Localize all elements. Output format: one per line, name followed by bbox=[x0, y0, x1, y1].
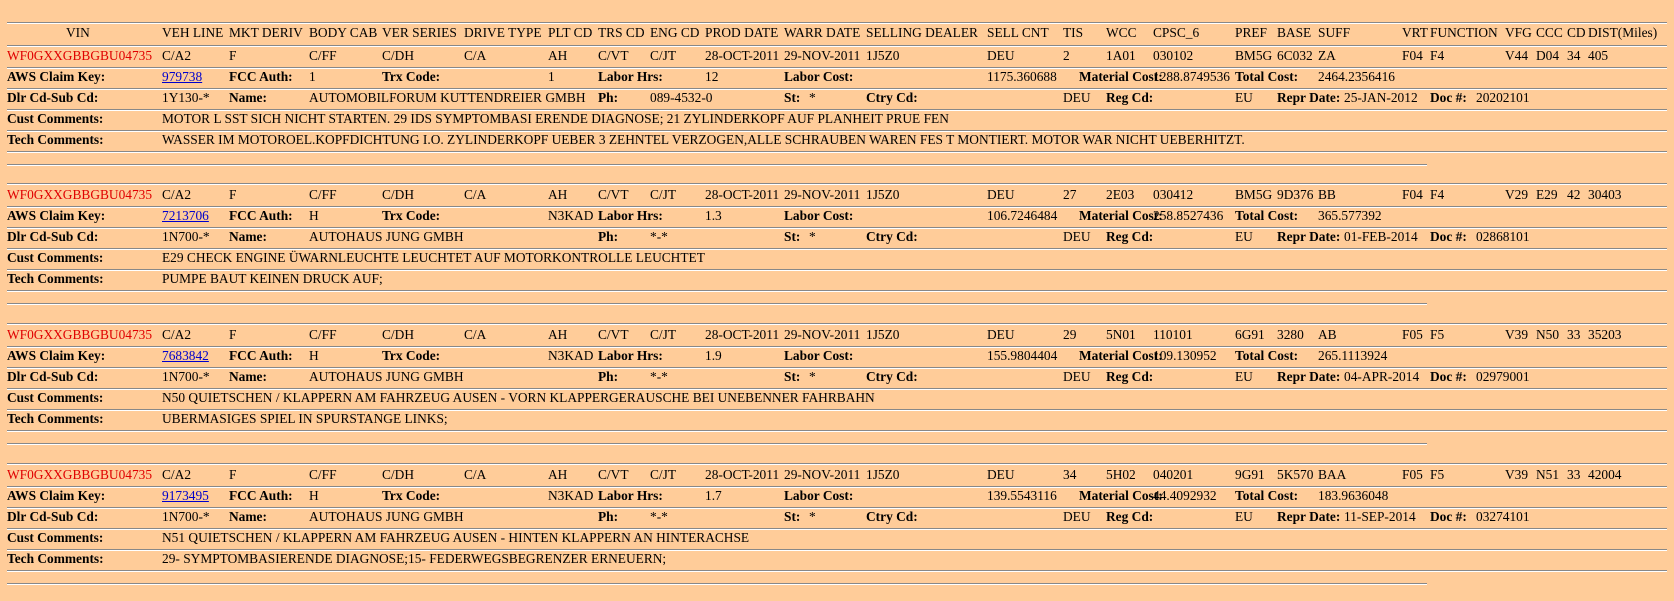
vin-value: WF0GXXGBBGBU04735 bbox=[7, 327, 153, 342]
reg-cd-value: EU bbox=[1235, 369, 1253, 384]
phone-label: Ph: bbox=[598, 90, 619, 105]
labor-cost-label: Labor Cost: bbox=[784, 69, 854, 84]
trs-cd-value: C/VT bbox=[598, 467, 629, 482]
material-cost-label: Material Cost: bbox=[1079, 69, 1163, 84]
cust-comments-row bbox=[0, 527, 1674, 549]
ctry-cd-value: DEU bbox=[1063, 90, 1091, 105]
trs-cd-value: C/VT bbox=[598, 327, 629, 342]
veh-line-value: C/A2 bbox=[162, 187, 192, 202]
eng-cd-value: C/JT bbox=[650, 327, 677, 342]
cpsc6-value: 030102 bbox=[1153, 48, 1194, 63]
repr-date-value: 25-JAN-2012 bbox=[1344, 90, 1418, 105]
dealer-row bbox=[0, 366, 1674, 388]
pref-value: 6G91 bbox=[1235, 327, 1265, 342]
prod-date-value: 28-OCT-2011 bbox=[705, 187, 780, 202]
dealer-name-label: Name: bbox=[229, 369, 267, 384]
total-cost-value: 265.1113924 bbox=[1318, 348, 1388, 363]
plt-cd-value: AH bbox=[548, 467, 568, 482]
tech-comments-row bbox=[0, 548, 1674, 570]
column-header-eng-cd: ENG CD bbox=[650, 25, 700, 40]
column-header-row bbox=[0, 23, 1674, 45]
vfg-value: V44 bbox=[1505, 48, 1529, 63]
base-value: 5K570 bbox=[1277, 467, 1314, 482]
column-header-cd: CD bbox=[1567, 25, 1586, 40]
column-header-sell-cnt: SELL CNT bbox=[987, 25, 1049, 40]
material-cost-value: 44.4092932 bbox=[1153, 488, 1217, 503]
base-value: 9D376 bbox=[1277, 187, 1314, 202]
suff-value: BB bbox=[1318, 187, 1336, 202]
sell-cnt-value: DEU bbox=[987, 48, 1015, 63]
column-header-drive-type: DRIVE TYPE bbox=[464, 25, 542, 40]
trx-code-value: N3KAD bbox=[548, 348, 594, 363]
ccc-value: D04 bbox=[1536, 48, 1560, 63]
doc-no-value: 02868101 bbox=[1476, 229, 1530, 244]
suff-value: BAA bbox=[1318, 467, 1347, 482]
total-cost-value: 183.9636048 bbox=[1318, 488, 1389, 503]
repr-date-label: Repr Date: bbox=[1277, 229, 1341, 244]
cust-comments-row bbox=[0, 247, 1674, 269]
vehicle-row bbox=[0, 184, 1674, 206]
fcc-auth-value: H bbox=[309, 348, 319, 363]
labor-cost-label: Labor Cost: bbox=[784, 488, 854, 503]
cust-comments-label: Cust Comments: bbox=[7, 390, 104, 405]
ctry-cd-label: Ctry Cd: bbox=[866, 369, 918, 384]
aws-claim-key-link[interactable]: 9173495 bbox=[162, 488, 209, 503]
body-cab-value: C/FF bbox=[309, 48, 337, 63]
ctry-cd-label: Ctry Cd: bbox=[866, 90, 918, 105]
drive-type-value: C/A bbox=[464, 48, 487, 63]
total-cost-label: Total Cost: bbox=[1235, 208, 1299, 223]
doc-no-label: Doc #: bbox=[1430, 90, 1467, 105]
pref-value: BM5G bbox=[1235, 187, 1273, 202]
repr-date-label: Repr Date: bbox=[1277, 509, 1341, 524]
claim-row bbox=[0, 205, 1674, 227]
cust-comments-row bbox=[0, 387, 1674, 409]
labor-cost-value: 106.7246484 bbox=[987, 208, 1058, 223]
tis-value: 29 bbox=[1063, 327, 1077, 342]
fcc-auth-label: FCC Auth: bbox=[229, 488, 293, 503]
ccc-value: E29 bbox=[1536, 187, 1558, 202]
state-label: St: bbox=[784, 90, 801, 105]
prod-date-value: 28-OCT-2011 bbox=[705, 467, 780, 482]
doc-no-label: Doc #: bbox=[1430, 369, 1467, 384]
warr-date-value: 29-NOV-2011 bbox=[784, 187, 861, 202]
cd-value: 42 bbox=[1567, 187, 1581, 202]
state-value: * bbox=[809, 90, 816, 105]
mkt-deriv-value: F bbox=[229, 187, 237, 202]
ccc-value: N50 bbox=[1536, 327, 1560, 342]
trs-cd-value: C/VT bbox=[598, 187, 629, 202]
trx-code-label: Trx Code: bbox=[382, 208, 441, 223]
dealer-name-label: Name: bbox=[229, 229, 267, 244]
phone-value: 089-4532-0 bbox=[650, 90, 713, 105]
prod-date-value: 28-OCT-2011 bbox=[705, 327, 780, 342]
eng-cd-value: C/JT bbox=[650, 467, 677, 482]
body-cab-value: C/FF bbox=[309, 327, 337, 342]
mkt-deriv-value: F bbox=[229, 467, 237, 482]
divider bbox=[7, 443, 1427, 445]
divider bbox=[7, 151, 1667, 153]
repr-date-label: Repr Date: bbox=[1277, 369, 1341, 384]
phone-label: Ph: bbox=[598, 229, 619, 244]
dlr-cd-sub-cd-label: Dlr Cd-Sub Cd: bbox=[7, 90, 99, 105]
column-header-function: FUNCTION bbox=[1430, 25, 1498, 40]
labor-hrs-label: Labor Hrs: bbox=[598, 348, 663, 363]
ctry-cd-label: Ctry Cd: bbox=[866, 509, 918, 524]
aws-claim-key-link[interactable]: 7683842 bbox=[162, 348, 209, 363]
trx-code-value: N3KAD bbox=[548, 208, 594, 223]
drive-type-value: C/A bbox=[464, 187, 487, 202]
reg-cd-value: EU bbox=[1235, 229, 1253, 244]
cust-comments-value: N51 QUIETSCHEN / KLAPPERN AM FAHRZEUG AUSEN - HINTEN KLAPPERN AN HINTERACHSE bbox=[162, 530, 750, 545]
phone-label: Ph: bbox=[598, 369, 619, 384]
column-header-vrt: VRT bbox=[1402, 25, 1428, 40]
column-header-tis: TIS bbox=[1063, 25, 1084, 40]
labor-cost-label: Labor Cost: bbox=[784, 348, 854, 363]
cust-comments-value: N50 QUIETSCHEN / KLAPPERN AM FAHRZEUG AUSEN - VORN KLAPPERGERAUSCHE BEI UNEBENNER FAHRBAHN bbox=[162, 390, 875, 405]
fcc-auth-label: FCC Auth: bbox=[229, 208, 293, 223]
cust-comments-value: E29 CHECK ENGINE ÜWARNLEUCHTE LEUCHTET AUF MOTORKONTROLLE LEUCHTET bbox=[162, 250, 705, 265]
material-cost-value: 1288.8749536 bbox=[1153, 69, 1230, 84]
fcc-auth-value: 1 bbox=[309, 69, 316, 84]
cd-value: 33 bbox=[1567, 467, 1581, 482]
total-cost-label: Total Cost: bbox=[1235, 348, 1299, 363]
veh-line-value: C/A2 bbox=[162, 327, 192, 342]
vrt-value: F04 bbox=[1402, 48, 1423, 63]
selling-dealer-value: 1J5Z0 bbox=[866, 48, 900, 63]
vehicle-row bbox=[0, 324, 1674, 346]
dealer-name-value: AUTOHAUS JUNG GMBH bbox=[309, 509, 464, 524]
sell-cnt-value: DEU bbox=[987, 187, 1015, 202]
vrt-value: F05 bbox=[1402, 467, 1423, 482]
function-value: F5 bbox=[1430, 467, 1445, 482]
dealer-name-label: Name: bbox=[229, 509, 267, 524]
labor-hrs-value: 1.7 bbox=[705, 488, 722, 503]
reg-cd-label: Reg Cd: bbox=[1106, 509, 1154, 524]
dist-value: 35203 bbox=[1588, 327, 1622, 342]
tech-comments-label: Tech Comments: bbox=[7, 411, 104, 426]
column-header-trs-cd: TRS CD bbox=[598, 25, 645, 40]
vin-value: WF0GXXGBBGBU04735 bbox=[7, 48, 153, 63]
phone-value: *-* bbox=[650, 509, 668, 524]
eng-cd-value: C/JT bbox=[650, 48, 677, 63]
dlr-cd-sub-cd-value: 1Y130-* bbox=[162, 90, 210, 105]
function-value: F4 bbox=[1430, 187, 1445, 202]
dealer-name-value: AUTOHAUS JUNG GMBH bbox=[309, 229, 464, 244]
phone-value: *-* bbox=[650, 369, 668, 384]
ctry-cd-value: DEU bbox=[1063, 509, 1091, 524]
warr-date-value: 29-NOV-2011 bbox=[784, 327, 861, 342]
fcc-auth-value: H bbox=[309, 208, 319, 223]
sell-cnt-value: DEU bbox=[987, 327, 1015, 342]
dealer-row bbox=[0, 87, 1674, 109]
drive-type-value: C/A bbox=[464, 327, 487, 342]
ctry-cd-value: DEU bbox=[1063, 229, 1091, 244]
vrt-value: F04 bbox=[1402, 187, 1423, 202]
cpsc6-value: 110101 bbox=[1153, 327, 1193, 342]
tis-value: 27 bbox=[1063, 187, 1077, 202]
eng-cd-value: C/JT bbox=[650, 187, 677, 202]
repr-date-value: 01-FEB-2014 bbox=[1344, 229, 1418, 244]
mkt-deriv-value: F bbox=[229, 327, 237, 342]
material-cost-label: Material Cost: bbox=[1079, 488, 1163, 503]
ver-series-value: C/DH bbox=[382, 187, 414, 202]
doc-no-label: Doc #: bbox=[1430, 229, 1467, 244]
total-cost-value: 2464.2356416 bbox=[1318, 69, 1395, 84]
cust-comments-row bbox=[0, 108, 1674, 130]
vfg-value: V29 bbox=[1505, 187, 1529, 202]
sell-cnt-value: DEU bbox=[987, 467, 1015, 482]
column-header-ccc: CCC bbox=[1536, 25, 1563, 40]
dlr-cd-sub-cd-label: Dlr Cd-Sub Cd: bbox=[7, 509, 99, 524]
labor-hrs-label: Labor Hrs: bbox=[598, 69, 663, 84]
state-value: * bbox=[809, 229, 816, 244]
suff-value: ZA bbox=[1318, 48, 1336, 63]
cust-comments-label: Cust Comments: bbox=[7, 530, 104, 545]
aws-claim-key-link[interactable]: 979738 bbox=[162, 69, 203, 84]
total-cost-label: Total Cost: bbox=[1235, 488, 1299, 503]
claim-row bbox=[0, 485, 1674, 507]
trs-cd-value: C/VT bbox=[598, 48, 629, 63]
column-header-vin: VIN bbox=[66, 25, 90, 40]
claim-row bbox=[0, 345, 1674, 367]
ver-series-value: C/DH bbox=[382, 48, 414, 63]
dlr-cd-sub-cd-value: 1N700-* bbox=[162, 509, 210, 524]
trx-code-label: Trx Code: bbox=[382, 348, 441, 363]
selling-dealer-value: 1J5Z0 bbox=[866, 467, 900, 482]
prod-date-value: 28-OCT-2011 bbox=[705, 48, 780, 63]
state-label: St: bbox=[784, 229, 801, 244]
ver-series-value: C/DH bbox=[382, 327, 414, 342]
labor-hrs-value: 12 bbox=[705, 69, 719, 84]
tech-comments-value: 29- SYMPTOMBASIERENDE DIAGNOSE;15- FEDERWEGSBEGRENZER ERNEUERN; bbox=[162, 551, 667, 566]
wcc-value: 5N01 bbox=[1106, 327, 1136, 342]
labor-hrs-label: Labor Hrs: bbox=[598, 208, 663, 223]
aws-claim-key-label: AWS Claim Key: bbox=[7, 208, 106, 223]
tis-value: 34 bbox=[1063, 467, 1077, 482]
cd-value: 33 bbox=[1567, 327, 1581, 342]
tech-comments-label: Tech Comments: bbox=[7, 551, 104, 566]
reg-cd-label: Reg Cd: bbox=[1106, 229, 1154, 244]
divider bbox=[7, 164, 1427, 166]
cust-comments-label: Cust Comments: bbox=[7, 111, 104, 126]
repr-date-value: 11-SEP-2014 bbox=[1344, 509, 1416, 524]
column-header-cpsc6: CPSC_6 bbox=[1153, 25, 1200, 40]
function-value: F4 bbox=[1430, 48, 1445, 63]
column-header-dist: DIST(Miles) bbox=[1588, 25, 1658, 40]
divider bbox=[7, 290, 1667, 292]
dealer-name-label: Name: bbox=[229, 90, 267, 105]
column-header-suff: SUFF bbox=[1318, 25, 1351, 40]
material-cost-value: 109.130952 bbox=[1153, 348, 1217, 363]
function-value: F5 bbox=[1430, 327, 1445, 342]
total-cost-value: 365.577392 bbox=[1318, 208, 1382, 223]
column-header-base: BASE bbox=[1277, 25, 1312, 40]
total-cost-label: Total Cost: bbox=[1235, 69, 1299, 84]
dealer-name-value: AUTOHAUS JUNG GMBH bbox=[309, 369, 464, 384]
column-header-wcc: WCC bbox=[1106, 25, 1137, 40]
divider bbox=[7, 22, 1667, 24]
ver-series-value: C/DH bbox=[382, 467, 414, 482]
selling-dealer-value: 1J5Z0 bbox=[866, 327, 900, 342]
labor-hrs-label: Labor Hrs: bbox=[598, 488, 663, 503]
aws-claim-key-label: AWS Claim Key: bbox=[7, 348, 106, 363]
selling-dealer-value: 1J5Z0 bbox=[866, 187, 900, 202]
cd-value: 34 bbox=[1567, 48, 1581, 63]
trx-code-value: 1 bbox=[548, 69, 555, 84]
dealer-row bbox=[0, 506, 1674, 528]
tech-comments-value: PUMPE BAUT KEINEN DRUCK AUF; bbox=[162, 271, 383, 286]
cpsc6-value: 040201 bbox=[1153, 467, 1194, 482]
labor-hrs-value: 1.3 bbox=[705, 208, 722, 223]
cpsc6-value: 030412 bbox=[1153, 187, 1194, 202]
trx-code-label: Trx Code: bbox=[382, 488, 441, 503]
doc-no-value: 20202101 bbox=[1476, 90, 1530, 105]
plt-cd-value: AH bbox=[548, 48, 568, 63]
tech-comments-row bbox=[0, 129, 1674, 151]
tis-value: 2 bbox=[1063, 48, 1070, 63]
vfg-value: V39 bbox=[1505, 327, 1529, 342]
phone-label: Ph: bbox=[598, 509, 619, 524]
wcc-value: 2E03 bbox=[1106, 187, 1135, 202]
column-header-veh-line: VEH LINE bbox=[162, 25, 224, 40]
column-header-plt-cd: PLT CD bbox=[548, 25, 593, 40]
state-value: * bbox=[809, 509, 816, 524]
column-header-vfg: VFG bbox=[1505, 25, 1532, 40]
repr-date-value: 04-APR-2014 bbox=[1344, 369, 1420, 384]
pref-value: BM5G bbox=[1235, 48, 1273, 63]
labor-cost-value: 1175.360688 bbox=[987, 69, 1057, 84]
reg-cd-value: EU bbox=[1235, 90, 1253, 105]
aws-claim-key-label: AWS Claim Key: bbox=[7, 69, 106, 84]
fcc-auth-label: FCC Auth: bbox=[229, 348, 293, 363]
aws-claim-key-label: AWS Claim Key: bbox=[7, 488, 106, 503]
dlr-cd-sub-cd-value: 1N700-* bbox=[162, 369, 210, 384]
suff-value: AB bbox=[1318, 327, 1337, 342]
wcc-value: 5H02 bbox=[1106, 467, 1136, 482]
dlr-cd-sub-cd-value: 1N700-* bbox=[162, 229, 210, 244]
labor-hrs-value: 1.9 bbox=[705, 348, 722, 363]
aws-claim-key-link[interactable]: 7213706 bbox=[162, 208, 209, 223]
tech-comments-value: UBERMASIGES SPIEL IN SPURSTANGE LINKS; bbox=[162, 411, 448, 426]
tech-comments-row bbox=[0, 268, 1674, 290]
cust-comments-label: Cust Comments: bbox=[7, 250, 104, 265]
trx-code-label: Trx Code: bbox=[382, 69, 441, 84]
column-header-warr-date: WARR DATE bbox=[784, 25, 861, 40]
divider bbox=[7, 430, 1667, 432]
divider bbox=[7, 303, 1427, 305]
divider bbox=[7, 583, 1427, 585]
state-value: * bbox=[809, 369, 816, 384]
labor-cost-value: 155.9804404 bbox=[987, 348, 1058, 363]
material-cost-label: Material Cost: bbox=[1079, 348, 1163, 363]
column-header-selling-dealer: SELLING DEALER bbox=[866, 25, 978, 40]
warr-date-value: 29-NOV-2011 bbox=[784, 48, 861, 63]
base-value: 3280 bbox=[1277, 327, 1304, 342]
material-cost-label: Material Cost: bbox=[1079, 208, 1163, 223]
tech-comments-label: Tech Comments: bbox=[7, 271, 104, 286]
vin-value: WF0GXXGBBGBU04735 bbox=[7, 187, 153, 202]
claim-row bbox=[0, 66, 1674, 88]
column-header-mkt-deriv: MKT DERIV bbox=[229, 25, 303, 40]
reg-cd-label: Reg Cd: bbox=[1106, 90, 1154, 105]
tech-comments-row bbox=[0, 408, 1674, 430]
vrt-value: F05 bbox=[1402, 327, 1423, 342]
column-header-pref: PREF bbox=[1235, 25, 1268, 40]
column-header-ver-series: VER SERIES bbox=[382, 25, 457, 40]
base-value: 6C032 bbox=[1277, 48, 1313, 63]
fcc-auth-value: H bbox=[309, 488, 319, 503]
dlr-cd-sub-cd-label: Dlr Cd-Sub Cd: bbox=[7, 369, 99, 384]
column-header-body-cab: BODY CAB bbox=[309, 25, 378, 40]
reg-cd-label: Reg Cd: bbox=[1106, 369, 1154, 384]
tech-comments-label: Tech Comments: bbox=[7, 132, 104, 147]
mkt-deriv-value: F bbox=[229, 48, 237, 63]
vehicle-row bbox=[0, 464, 1674, 486]
column-header-prod-date: PROD DATE bbox=[705, 25, 779, 40]
dist-value: 30403 bbox=[1588, 187, 1622, 202]
dlr-cd-sub-cd-label: Dlr Cd-Sub Cd: bbox=[7, 229, 99, 244]
ctry-cd-value: DEU bbox=[1063, 369, 1091, 384]
pref-value: 9G91 bbox=[1235, 467, 1265, 482]
plt-cd-value: AH bbox=[548, 327, 568, 342]
doc-no-label: Doc #: bbox=[1430, 509, 1467, 524]
drive-type-value: C/A bbox=[464, 467, 487, 482]
body-cab-value: C/FF bbox=[309, 187, 337, 202]
labor-cost-value: 139.5543116 bbox=[987, 488, 1057, 503]
veh-line-value: C/A2 bbox=[162, 48, 192, 63]
vfg-value: V39 bbox=[1505, 467, 1529, 482]
reg-cd-value: EU bbox=[1235, 509, 1253, 524]
warr-date-value: 29-NOV-2011 bbox=[784, 467, 861, 482]
divider bbox=[7, 570, 1667, 572]
dealer-row bbox=[0, 226, 1674, 248]
dist-value: 405 bbox=[1588, 48, 1609, 63]
phone-value: *-* bbox=[650, 229, 668, 244]
veh-line-value: C/A2 bbox=[162, 467, 192, 482]
tech-comments-value: WASSER IM MOTOROEL.KOPFDICHTUNG I.O. ZYLINDERKOPF UEBER 3 ZEHNTEL VERZOGEN,ALLE SCHRAUBEN WAREN FES T MONTIERT. MOTOR WAR NICHT UEBERHITZT. bbox=[162, 132, 1245, 147]
fcc-auth-label: FCC Auth: bbox=[229, 69, 293, 84]
ccc-value: N51 bbox=[1536, 467, 1560, 482]
body-cab-value: C/FF bbox=[309, 467, 337, 482]
wcc-value: 1A01 bbox=[1106, 48, 1136, 63]
vin-value: WF0GXXGBBGBU04735 bbox=[7, 467, 153, 482]
cust-comments-value: MOTOR L SST SICH NICHT STARTEN. 29 IDS SYMPTOMBASI ERENDE DIAGNOSE; 21 ZYLINDERKOPF AUF PLANHEIT PRUE FEN bbox=[162, 111, 949, 126]
state-label: St: bbox=[784, 369, 801, 384]
dealer-name-value: AUTOMOBILFORUM KUTTENDREIER GMBH bbox=[309, 90, 586, 105]
ctry-cd-label: Ctry Cd: bbox=[866, 229, 918, 244]
repr-date-label: Repr Date: bbox=[1277, 90, 1341, 105]
doc-no-value: 03274101 bbox=[1476, 509, 1530, 524]
dist-value: 42004 bbox=[1588, 467, 1622, 482]
plt-cd-value: AH bbox=[548, 187, 568, 202]
trx-code-value: N3KAD bbox=[548, 488, 594, 503]
vehicle-row bbox=[0, 45, 1674, 67]
state-label: St: bbox=[784, 509, 801, 524]
labor-cost-label: Labor Cost: bbox=[784, 208, 854, 223]
material-cost-value: 258.8527436 bbox=[1153, 208, 1224, 223]
doc-no-value: 02979001 bbox=[1476, 369, 1530, 384]
